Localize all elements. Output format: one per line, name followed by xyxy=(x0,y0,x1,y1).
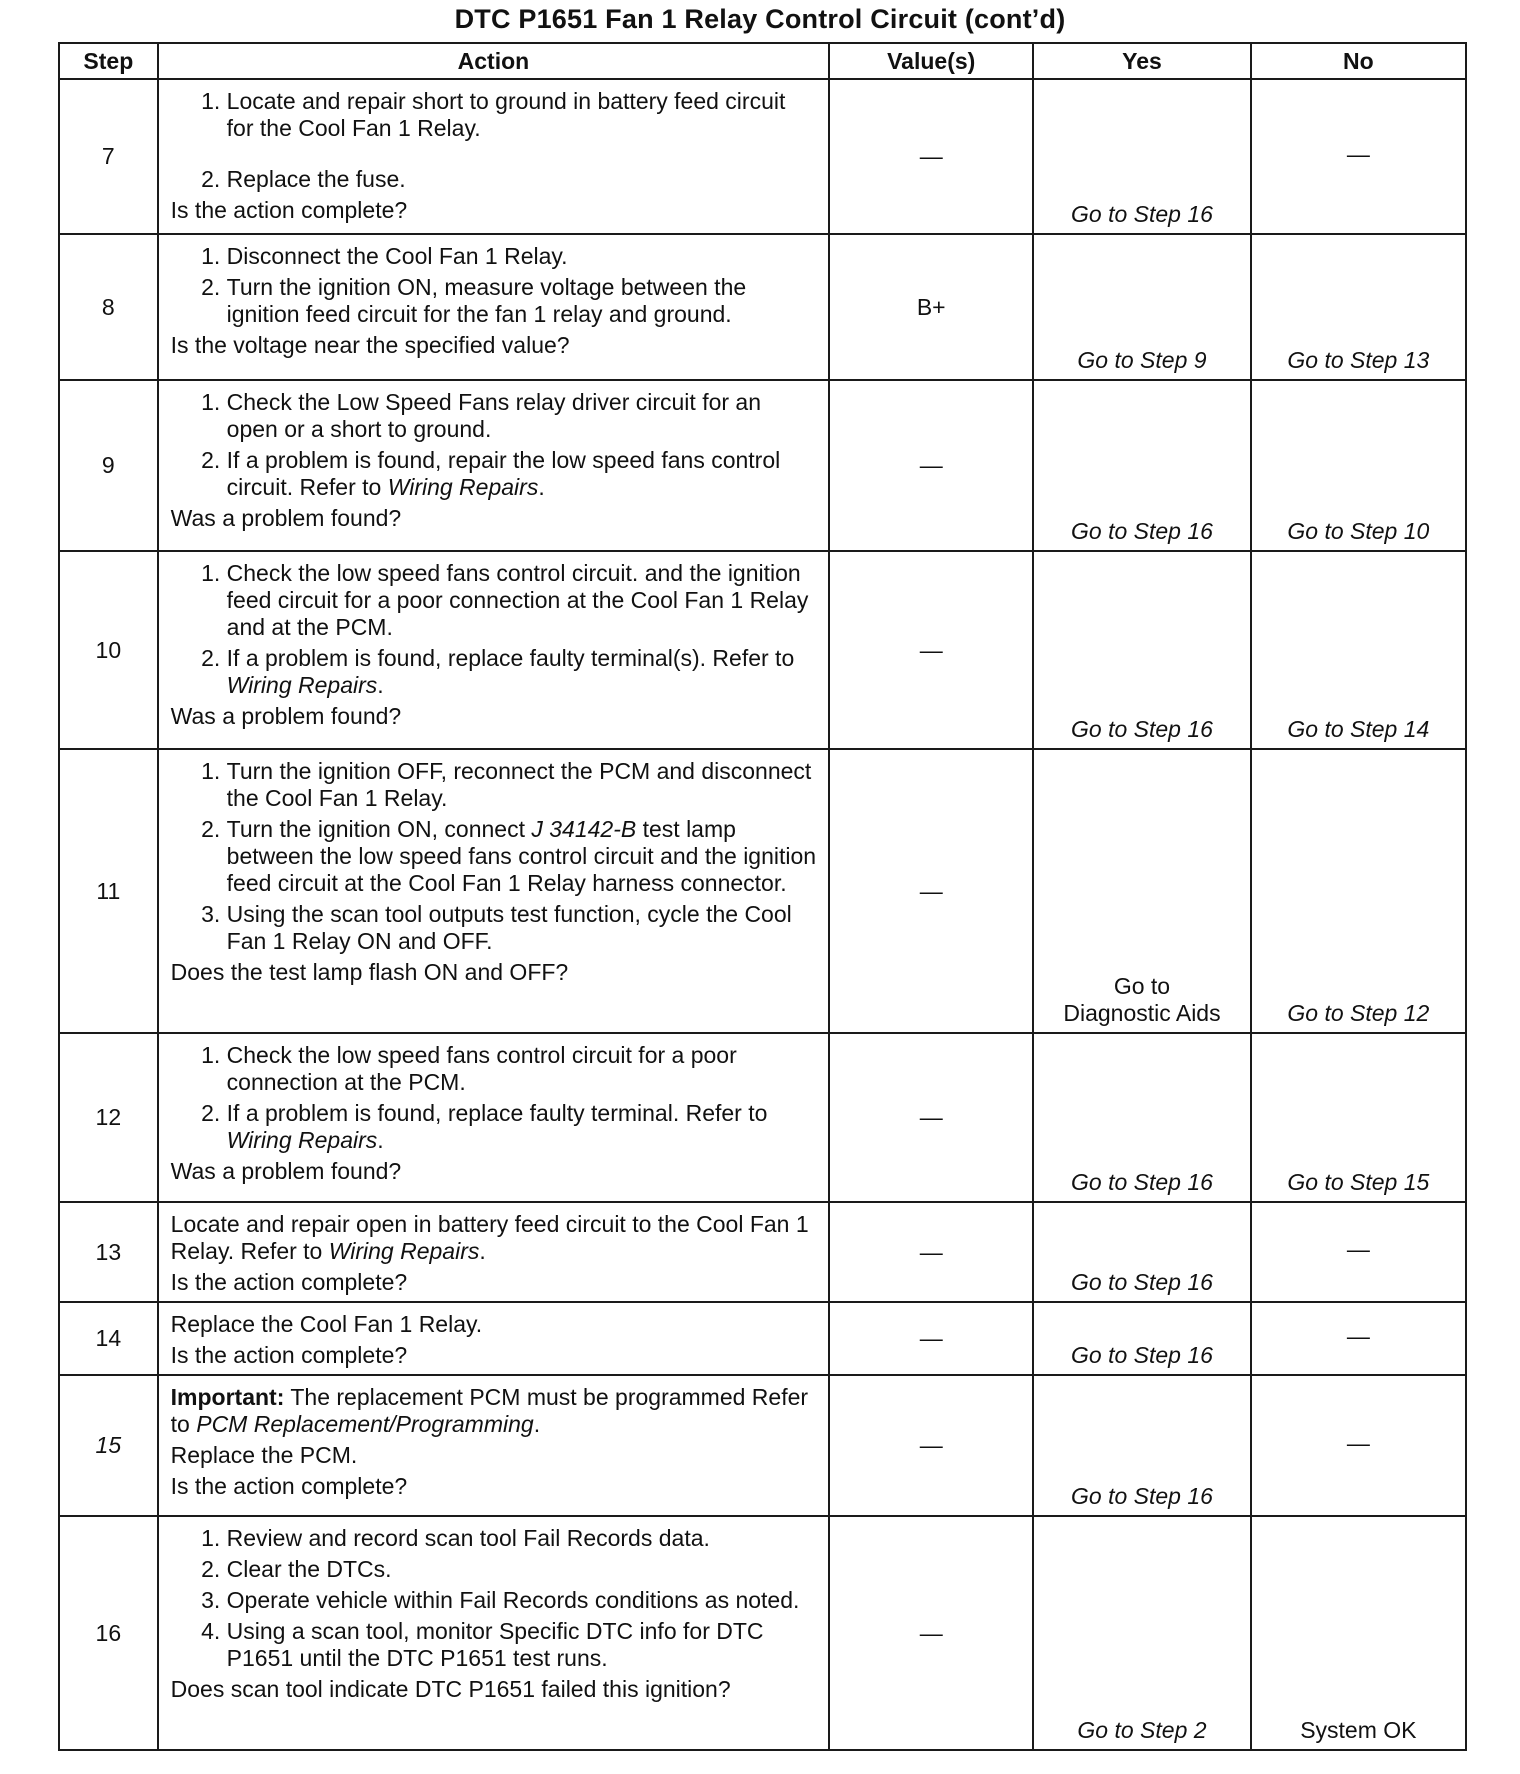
table-row xyxy=(59,380,1466,551)
no-column-header: No xyxy=(1251,43,1466,79)
value-cell: — xyxy=(829,1375,1033,1516)
yes-cell xyxy=(1033,79,1250,234)
step-number: 10 xyxy=(59,551,158,749)
table-row xyxy=(59,79,1466,234)
action-cell xyxy=(158,380,830,551)
action-cell xyxy=(158,1202,830,1302)
important-label: Important: xyxy=(170,1384,285,1410)
yes-result: Go to Step 16 xyxy=(1071,1169,1213,1195)
value-cell: — xyxy=(829,1302,1033,1375)
action-cell xyxy=(158,1516,830,1750)
table-row xyxy=(59,749,1466,1033)
action-question: Was a problem found? xyxy=(170,505,402,531)
no-result: — xyxy=(1346,1236,1370,1262)
table-row xyxy=(59,1033,1466,1202)
step-number: 9 xyxy=(59,380,158,551)
step-number: 15 xyxy=(59,1375,158,1516)
value-cell: B+ xyxy=(829,234,1033,380)
reference-link: Wiring Repairs xyxy=(387,474,539,500)
no-result: — xyxy=(1346,140,1370,167)
yes-cell xyxy=(1033,1302,1250,1375)
no-cell xyxy=(1251,1375,1466,1516)
action-item: 1. Review and record scan tool Fail Records data. xyxy=(227,1525,819,1552)
action-item: 4. Using a scan tool, monitor Specific DTC info for DTC P1651 until the DTC P1651 test runs. xyxy=(227,1618,819,1672)
table-row xyxy=(59,1302,1466,1375)
table-row xyxy=(59,234,1466,380)
step-number: 16 xyxy=(59,1516,158,1750)
no-result: — xyxy=(1346,1429,1370,1456)
important-note: Important: The replacement PCM must be programmed Refer to PCM Replacement/Programming. xyxy=(170,1384,809,1437)
yes-result: Go to Step 16 xyxy=(1071,518,1213,544)
yes-cell xyxy=(1033,551,1250,749)
value-cell: — xyxy=(829,79,1033,234)
reference-link: Wiring Repairs xyxy=(328,1238,480,1264)
reference-link: Wiring Repairs xyxy=(226,1127,378,1153)
reference-link: PCM Replacement/Programming xyxy=(196,1411,534,1437)
dtc-table xyxy=(58,42,1467,1751)
action-item: 1. Check the low speed fans control circuit for a poor connection at the PCM. xyxy=(227,1042,819,1096)
action-question: Was a problem found? xyxy=(170,1158,402,1184)
no-result: Go to Step 13 xyxy=(1287,347,1430,373)
no-cell xyxy=(1251,79,1466,234)
yes-result: Go to Step 2 xyxy=(1077,1717,1207,1743)
value-cell: — xyxy=(829,1202,1033,1302)
action-cell xyxy=(158,1302,830,1375)
yes-cell xyxy=(1033,234,1250,380)
no-result: Go to Step 15 xyxy=(1287,1169,1430,1195)
action-cell xyxy=(158,1033,830,1202)
table-row xyxy=(59,551,1466,749)
step-number: 13 xyxy=(59,1202,158,1302)
no-cell xyxy=(1251,1202,1466,1302)
action-column-header: Action xyxy=(158,43,830,79)
values-column-header: Value(s) xyxy=(829,43,1033,79)
yes-cell xyxy=(1033,1033,1250,1202)
no-cell xyxy=(1251,380,1466,551)
step-number: 7 xyxy=(59,79,158,234)
action-question: Was a problem found? xyxy=(170,703,402,729)
value-cell: — xyxy=(829,749,1033,1033)
action-item: 1. Check the Low Speed Fans relay driver circuit for an open or a short to ground. xyxy=(227,389,819,443)
step-number: 11 xyxy=(59,749,158,1033)
action-item: 3. Operate vehicle within Fail Records conditions as noted. xyxy=(227,1587,819,1614)
action-item: 2. Turn the ignition ON, connect J 34142-B test lamp between the low speed fans control circuit and the ignition feed circuit at the Cool Fan 1 Relay harness connector. xyxy=(227,816,819,897)
no-cell xyxy=(1251,234,1466,380)
action-question: Is the action complete? xyxy=(170,1342,408,1368)
action-item: 1. Locate and repair short to ground in battery feed circuit for the Cool Fan 1 Relay. xyxy=(227,88,819,142)
no-result: System OK xyxy=(1300,1717,1417,1743)
table-row xyxy=(59,1202,1466,1302)
value-cell: — xyxy=(829,1033,1033,1202)
yes-cell xyxy=(1033,1375,1250,1516)
value-cell: — xyxy=(829,1516,1033,1750)
yes-result: Go to Step 16 xyxy=(1071,1342,1213,1368)
yes-result: Go to Step 16 xyxy=(1071,1483,1213,1509)
action-cell xyxy=(158,551,830,749)
action-question: Is the action complete? xyxy=(170,1473,408,1499)
action-cell xyxy=(158,234,830,380)
reference-link: Wiring Repairs xyxy=(226,672,378,698)
table-row xyxy=(59,1516,1466,1750)
action-text: Replace the PCM. xyxy=(170,1442,358,1468)
action-item: 2. If a problem is found, replace faulty terminal. Refer to Wiring Repairs. xyxy=(227,1100,819,1154)
table-row xyxy=(59,1375,1466,1516)
action-item: 3. Using the scan tool outputs test function, cycle the Cool Fan 1 Relay ON and OFF. xyxy=(227,901,819,955)
no-result: Go to Step 10 xyxy=(1287,518,1430,544)
yes-result: Go to xyxy=(1113,973,1171,999)
value-cell: — xyxy=(829,551,1033,749)
action-text: Locate and repair open in battery feed circuit to the Cool Fan 1 Relay. Refer to Wiring Repairs. xyxy=(170,1211,809,1264)
no-result: Go to Step 14 xyxy=(1287,716,1430,742)
action-text: Replace the Cool Fan 1 Relay. xyxy=(170,1311,483,1337)
yes-column-header: Yes xyxy=(1033,43,1250,79)
action-question: Is the action complete? xyxy=(170,1269,408,1295)
action-item: 1. Turn the ignition OFF, reconnect the PCM and disconnect the Cool Fan 1 Relay. xyxy=(227,758,819,812)
no-cell xyxy=(1251,1033,1466,1202)
yes-result: Go to Step 16 xyxy=(1071,1269,1213,1295)
yes-cell xyxy=(1033,749,1250,1033)
action-item: 1. Check the low speed fans control circuit. and the ignition feed circuit for a poor connection at the Cool Fan 1 Relay and at the PCM. xyxy=(227,560,819,641)
yes-result: Go to Step 16 xyxy=(1071,201,1213,227)
action-cell xyxy=(158,1375,830,1516)
yes-cell xyxy=(1033,1516,1250,1750)
action-item: 2. Replace the fuse. xyxy=(227,166,819,193)
action-item: 1. Disconnect the Cool Fan 1 Relay. xyxy=(227,243,819,270)
action-item: 2. Turn the ignition ON, measure voltage between the ignition feed circuit for the fan 1 relay and ground. xyxy=(227,274,819,328)
action-item: 2. If a problem is found, replace faulty terminal(s). Refer to Wiring Repairs. xyxy=(227,645,819,699)
no-cell xyxy=(1251,1302,1466,1375)
no-cell xyxy=(1251,1516,1466,1750)
yes-result: Go to Step 16 xyxy=(1071,716,1213,742)
action-item: 2. If a problem is found, repair the low speed fans control circuit. Refer to Wiring Repairs. xyxy=(227,447,819,501)
no-result: — xyxy=(1346,1322,1370,1349)
action-cell xyxy=(158,749,830,1033)
yes-cell xyxy=(1033,1202,1250,1302)
yes-cell xyxy=(1033,380,1250,551)
action-question: Does the test lamp flash ON and OFF? xyxy=(170,959,569,985)
tool-reference: J 34142-B xyxy=(531,816,637,842)
step-number: 14 xyxy=(59,1302,158,1375)
step-number: 8 xyxy=(59,234,158,380)
no-result: Go to Step 12 xyxy=(1287,1000,1430,1026)
action-cell xyxy=(158,79,830,234)
no-cell xyxy=(1251,749,1466,1033)
header-row xyxy=(59,43,1466,79)
step-number: 12 xyxy=(59,1033,158,1202)
step-column-header: Step xyxy=(59,43,158,79)
page-title: DTC P1651 Fan 1 Relay Control Circuit (cont’d) xyxy=(454,4,1066,34)
no-cell xyxy=(1251,551,1466,749)
action-question: Is the voltage near the specified value? xyxy=(170,332,570,358)
yes-result: Go to Step 9 xyxy=(1077,347,1207,373)
yes-result-reference: Diagnostic Aids xyxy=(1063,1000,1221,1026)
value-cell: — xyxy=(829,380,1033,551)
action-question: Does scan tool indicate DTC P1651 failed this ignition? xyxy=(170,1676,731,1702)
action-item: 2. Clear the DTCs. xyxy=(227,1556,819,1583)
action-question: Is the action complete? xyxy=(170,197,408,223)
